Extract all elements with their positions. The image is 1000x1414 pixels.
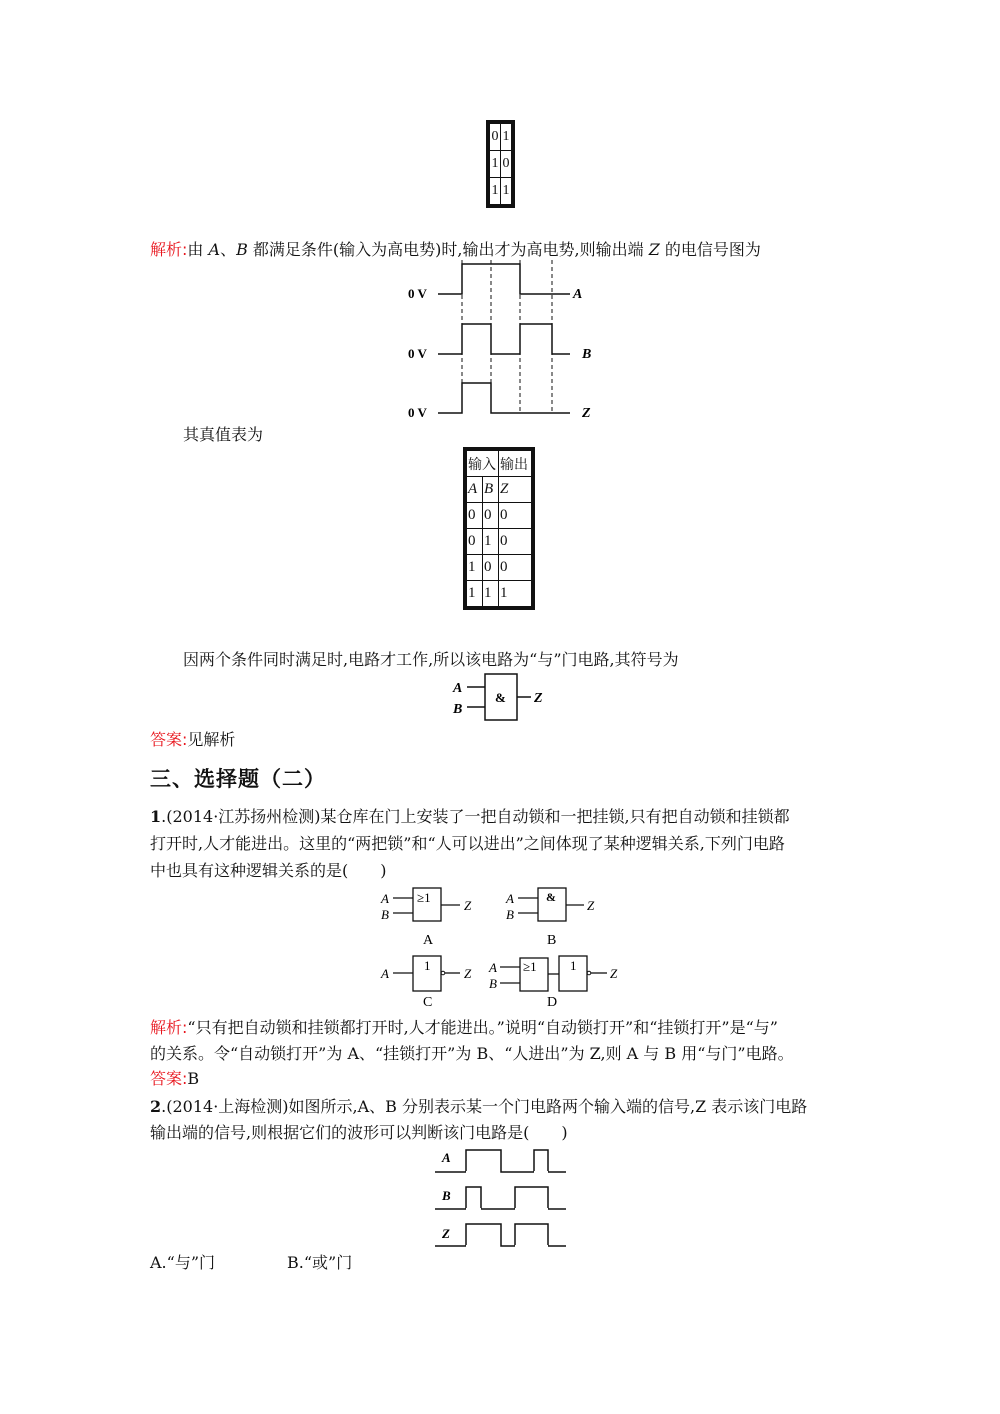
truth-table	[463, 447, 535, 610]
question-number: 1	[150, 807, 162, 826]
question-text: 某仓库在门上安装了一把自动锁和一把挂锁,只有把自动锁和挂锁都	[320, 807, 790, 826]
q1-analysis-line-2: 的关系。令“自动锁打开”为 A、“挂锁打开”为 B、“人进出”为 Z,则 A 与 B 用“与门”电路。	[150, 1044, 794, 1063]
q2-option-a[interactable]: A.“与”门	[150, 1253, 216, 1272]
input-label-a: A	[453, 681, 463, 696]
gate-symbol-2: 1	[570, 958, 577, 973]
analysis-label: 解析	[150, 240, 183, 259]
input-label: A	[381, 966, 389, 981]
table-row	[465, 529, 533, 555]
table-column-row	[465, 477, 533, 503]
q2-line-1	[150, 1097, 807, 1117]
gate-symbol: &	[546, 890, 556, 904]
answer-text: 见解析	[187, 730, 236, 749]
conclusion-text: 因两个条件同时满足时,电路才工作,所以该电路为“与”门电路,其符号为	[183, 650, 679, 669]
input-label: B	[489, 976, 497, 991]
waveform-diagram-abz	[400, 258, 600, 420]
table-cell: 1	[465, 555, 483, 581]
table-cell: 0	[499, 529, 534, 555]
output-label: Z	[587, 898, 595, 913]
truth-table-intro: 其真值表为	[183, 425, 264, 444]
question-source: .(2014·上海检测)	[161, 1097, 289, 1116]
q1-line-1	[150, 807, 790, 827]
table-cell: 1	[488, 178, 501, 207]
table-row	[488, 178, 513, 207]
q2-trace-z	[435, 1224, 566, 1246]
waveform-trace-z	[438, 383, 570, 413]
gate-symbol: ≥1	[523, 959, 537, 974]
waveform-traces	[438, 264, 570, 413]
variable-a: A	[208, 240, 221, 259]
waveform-trace-b	[438, 324, 570, 354]
input-label: A	[489, 960, 497, 975]
input-label: B	[381, 907, 389, 922]
signal-label-b: B	[442, 1188, 451, 1203]
q1-answer	[150, 1069, 199, 1089]
table-header-row	[465, 449, 533, 477]
question-text: 如图所示,A、B 分别表示某一个门电路两个输入端的信号,Z 表示该门电路	[288, 1097, 808, 1116]
table-cell: 0	[499, 503, 534, 529]
variable-z: Z	[648, 240, 660, 259]
table-cell: 1	[501, 122, 514, 151]
answer-label: 答案	[150, 730, 183, 749]
question-source: .(2014·江苏扬州检测)	[161, 807, 321, 826]
output-label: Z	[464, 898, 472, 913]
header-output: 输出	[499, 449, 534, 477]
q2-trace-a	[435, 1150, 566, 1172]
output-label: Z	[610, 966, 618, 981]
option-label: B	[547, 933, 557, 948]
q1-gate-options	[375, 884, 625, 1010]
table-cell: 0	[465, 503, 483, 529]
column-b: B	[483, 477, 499, 503]
table-row	[465, 555, 533, 581]
level-label-z: 0 V	[408, 405, 427, 420]
analysis-text: 的电信号图为	[659, 240, 761, 259]
label-separator: :	[182, 1069, 188, 1088]
analysis-text: 都满足条件(输入为高电势)时,输出才为高电势,则输出端	[247, 240, 649, 259]
column-a: A	[465, 477, 483, 503]
table-cell: 1	[488, 151, 501, 178]
header-input: 输入	[465, 449, 499, 477]
table-row	[488, 122, 513, 151]
column-z: Z	[499, 477, 534, 503]
q2-option-b[interactable]: B.“或”门	[287, 1253, 353, 1272]
output-label: Z	[464, 966, 472, 981]
level-label-a: 0 V	[408, 286, 427, 301]
gate-symbol: 1	[424, 958, 431, 973]
label-separator: :	[182, 1018, 188, 1037]
table-cell: 0	[483, 555, 499, 581]
table-row	[465, 581, 533, 609]
table-cell: 0	[488, 122, 501, 151]
inverter-bubble	[441, 971, 445, 975]
question-number: 2	[150, 1097, 162, 1116]
table-cell: 0	[499, 555, 534, 581]
table-cell: 1	[501, 178, 514, 207]
input-label-b: B	[453, 702, 463, 717]
option-label: D	[547, 995, 558, 1010]
q2-waveform-diagram	[430, 1144, 570, 1250]
analysis-text: 、	[220, 240, 237, 259]
table-cell: 1	[499, 581, 534, 609]
output-label-z: Z	[534, 691, 543, 706]
option-d-gate[interactable]	[488, 956, 618, 1010]
label-separator: :	[182, 730, 188, 749]
q1-analysis-line-1	[150, 1018, 778, 1038]
table-row	[488, 151, 513, 178]
q2-waveform-traces	[435, 1150, 566, 1246]
answer-label: 答案	[150, 1069, 183, 1088]
label-separator: :	[182, 240, 188, 259]
option-label: C	[423, 995, 433, 1010]
table-cell: 0	[501, 151, 514, 178]
analysis-paragraph	[150, 240, 761, 260]
table-cell: 1	[483, 581, 499, 609]
option-a-gate[interactable]	[380, 888, 472, 948]
analysis-label: 解析	[150, 1018, 183, 1037]
waveform-dashed-guides	[462, 260, 552, 413]
section-heading: 三、选择题（二）	[150, 767, 326, 791]
input-label: B	[506, 907, 514, 922]
and-gate-diagram	[445, 670, 555, 725]
table-cell: 1	[483, 529, 499, 555]
q2-trace-b	[435, 1187, 566, 1209]
top-truth-table-fragment	[486, 120, 515, 208]
signal-label-a: A	[573, 287, 583, 302]
q1-line-2: 打开时,人才能进出。这里的“两把锁”和“人可以进出”之间体现了某种逻辑关系,下列门电路	[150, 834, 785, 853]
table-cell: 1	[465, 581, 483, 609]
signal-label-a: A	[442, 1150, 451, 1165]
signal-label-z: Z	[442, 1226, 450, 1241]
gate-symbol: &	[495, 690, 506, 705]
signal-label-z: Z	[582, 406, 591, 420]
table-cell: 0	[465, 529, 483, 555]
inverter-bubble	[587, 971, 591, 975]
gate-symbol: ≥1	[417, 890, 431, 905]
analysis-text: “只有把自动锁和挂锁都打开时,人才能进出。”说明“自动锁打开”和“挂锁打开”是“与”	[187, 1018, 778, 1037]
answer-line-1	[150, 730, 235, 750]
q1-line-3: 中也具有这种逻辑关系的是( )	[150, 861, 387, 880]
waveform-trace-a	[438, 264, 570, 294]
answer-text: B	[187, 1069, 200, 1088]
signal-label-b: B	[582, 347, 592, 362]
analysis-text: 由	[187, 240, 209, 259]
option-c-gate[interactable]	[380, 956, 472, 1010]
q2-line-2: 输出端的信号,则根据它们的波形可以判断该门电路是( )	[150, 1123, 568, 1142]
option-label: A	[423, 933, 434, 948]
table-row	[465, 503, 533, 529]
table-cell: 0	[483, 503, 499, 529]
option-b-gate[interactable]	[505, 888, 595, 948]
input-label: A	[381, 891, 389, 906]
variable-b: B	[236, 240, 248, 259]
level-label-b: 0 V	[408, 346, 427, 361]
input-label: A	[506, 891, 514, 906]
